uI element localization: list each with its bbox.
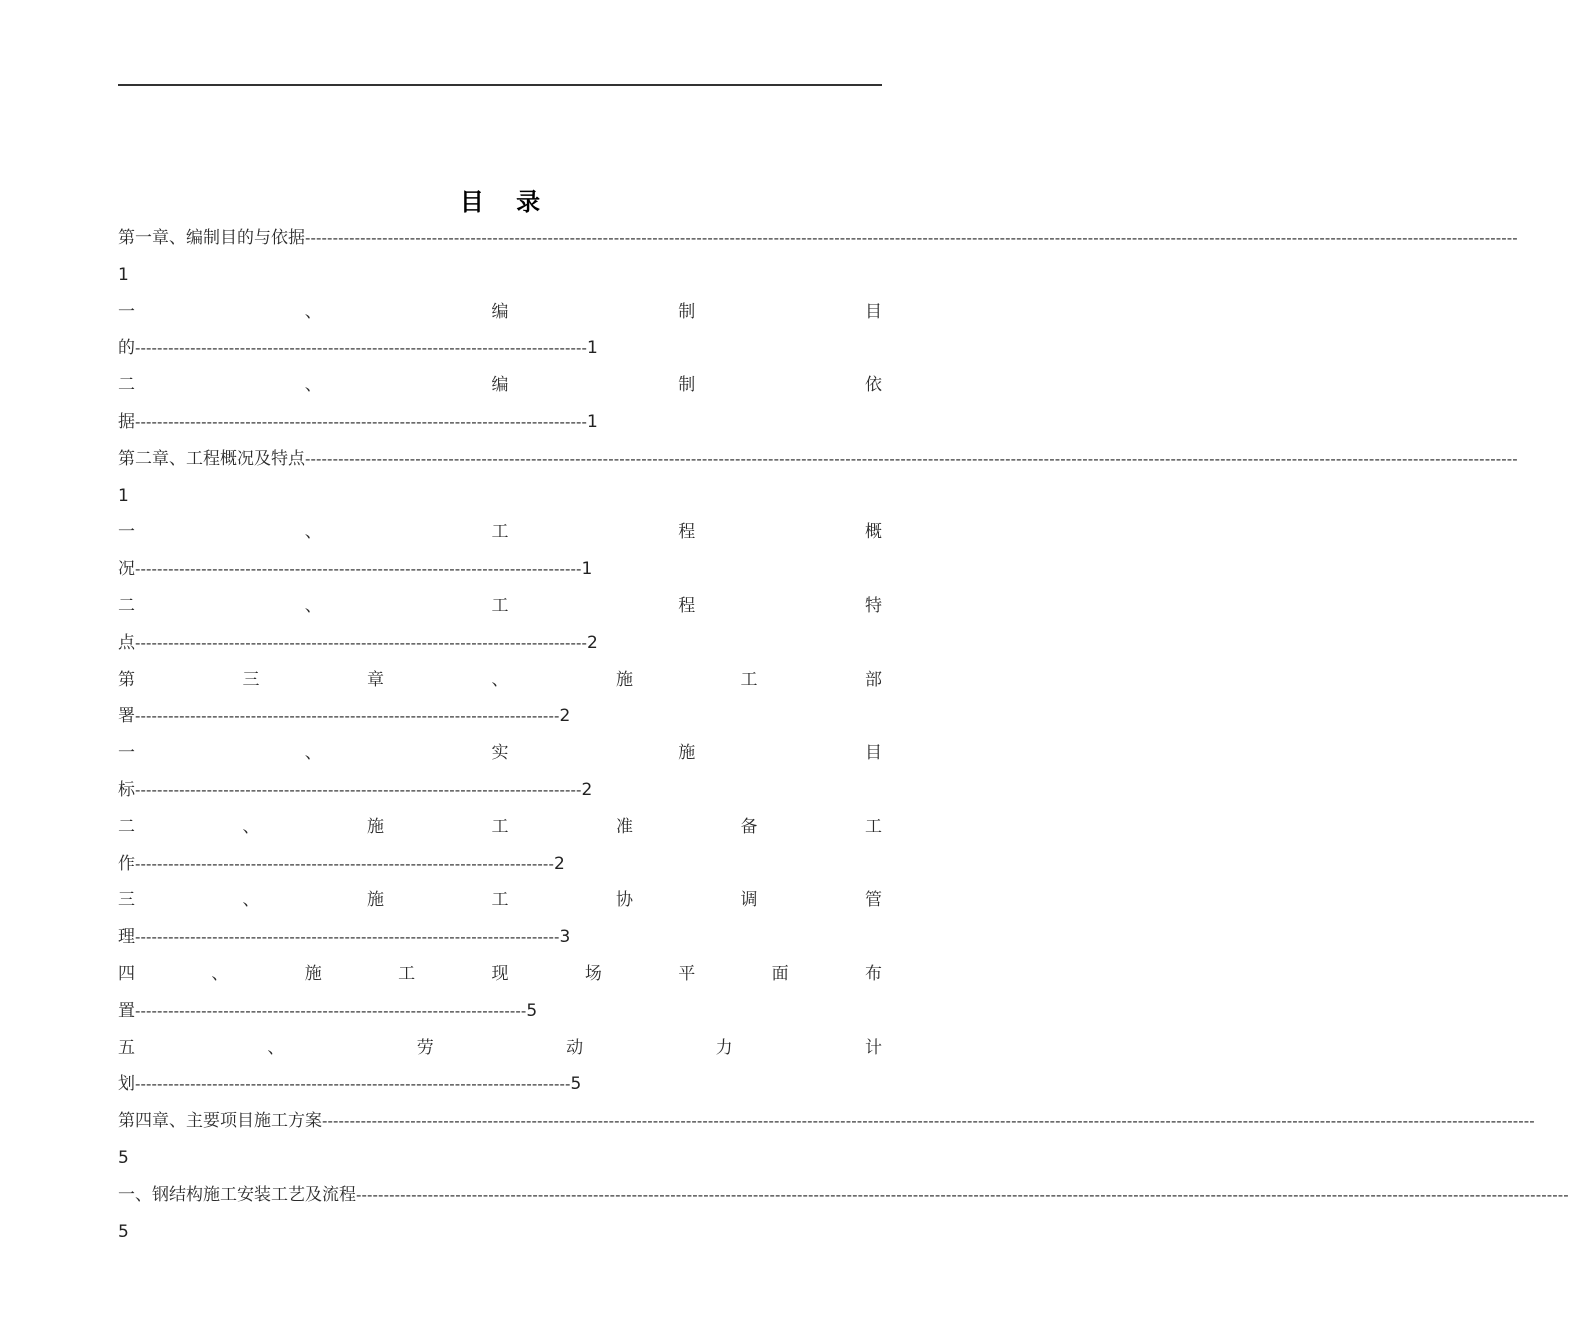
toc-item-char: 工 (740, 669, 758, 690)
toc-item-tail-char: 点 (118, 632, 135, 653)
toc-item (118, 882, 882, 919)
table-of-contents (118, 220, 1569, 1250)
toc-item-tail-char: 置 (118, 1000, 135, 1021)
toc-item-tail-char: 况 (118, 559, 135, 580)
toc-item-char: 、 (304, 375, 322, 396)
toc-item-char: 、 (304, 301, 322, 322)
toc-item-char: 施 (616, 669, 633, 690)
toc-item-char: 目 (865, 301, 882, 322)
toc-page-number: 1 (587, 411, 598, 432)
toc-item-char: 动 (566, 1037, 584, 1058)
toc-item-char: 施 (304, 963, 322, 984)
toc-leader: ---------------------------------------------------------------------------------- (135, 339, 588, 358)
toc-item-tail-char: 据 (118, 411, 135, 432)
toc-leader: ---------------------------------------------------------------------------------------------------------------------------------------------------------------------------------------------------------------------------- (305, 229, 1518, 247)
toc-item-char: 制 (678, 375, 696, 396)
toc-item-char: 程 (678, 595, 696, 616)
toc-item-char: 现 (491, 963, 509, 984)
toc-item-tail-char: 署 (118, 706, 135, 727)
toc-item (118, 367, 882, 404)
toc-leader: ---------------------------------------------------------------------------------------------------------------------------------------------------------------------------------------------------------------------------- (356, 1185, 1569, 1204)
toc-page-number: 5 (526, 1000, 538, 1021)
toc-item-char: 编 (491, 375, 509, 396)
toc-item-char: 劳 (416, 1037, 434, 1058)
toc-item-char: 编 (491, 301, 509, 322)
toc-item-char: 依 (865, 375, 882, 396)
header-rule (118, 84, 882, 86)
toc-page-number: 5 (570, 1074, 582, 1095)
toc-item-char: 力 (715, 1037, 733, 1058)
toc-item-char: 二 (118, 595, 135, 616)
toc-page-number: 5 (118, 1147, 129, 1168)
toc-page-line (118, 257, 882, 294)
toc-leader: ----------------------------------------------------------------------------- (135, 707, 560, 726)
toc-item-char: 面 (771, 963, 789, 984)
toc-item-char: 一 (118, 743, 135, 764)
toc-item (118, 294, 882, 331)
toc-item-char: 概 (865, 522, 882, 543)
toc-item-char: 部 (865, 669, 882, 690)
toc-item-char: 准 (616, 816, 633, 837)
toc-item-char: 、 (304, 522, 322, 543)
toc-leader: ---------------------------------------------------------------------------- (135, 854, 554, 873)
toc-item-tail (118, 551, 882, 588)
toc-item-tail-char: 的 (118, 338, 135, 359)
toc-item-char: 制 (678, 301, 696, 322)
toc-item-char: 二 (118, 375, 135, 396)
toc-item-char: 工 (865, 816, 882, 837)
toc-item-tail (118, 919, 882, 956)
toc-heading (118, 220, 1518, 257)
toc-item (118, 735, 882, 772)
toc-item-char: 目 (865, 743, 882, 764)
toc-item-char: 工 (491, 890, 509, 911)
toc-item-tail (118, 404, 882, 441)
toc-item-char: 程 (678, 522, 696, 543)
toc-item-tail (118, 772, 882, 809)
toc-item-char: 、 (304, 595, 322, 616)
toc-item-tail (118, 698, 882, 735)
toc-item-char: 工 (491, 595, 509, 616)
toc-item-char: 工 (398, 963, 416, 984)
toc-heading (118, 1177, 1569, 1214)
toc-heading (118, 1103, 1535, 1140)
toc-item-char: 场 (584, 963, 602, 984)
toc-item-char: 布 (865, 963, 882, 984)
toc-heading-text: 第一章、编制目的与依据 (118, 228, 305, 248)
toc-leader: ---------------------------------------------------------------------------------------------------------------------------------------------------------------------------------------------------------------------------- (305, 449, 1518, 468)
toc-item-tail-char: 标 (118, 779, 135, 800)
toc-item-char: 平 (678, 963, 696, 984)
toc-item-char: 三 (242, 669, 260, 690)
toc-page-number: 3 (559, 927, 571, 948)
toc-item-char: 管 (865, 890, 882, 911)
toc-heading (118, 441, 1518, 478)
toc-page-line (118, 478, 882, 515)
toc-page-number: 2 (581, 779, 593, 800)
toc-item-tail (118, 625, 882, 662)
toc-item-tail-char: 作 (118, 853, 135, 874)
toc-page-line (118, 1214, 882, 1251)
toc-item-char: 、 (491, 669, 509, 690)
toc-item-char: 施 (678, 743, 696, 764)
toc-item-char: 三 (118, 890, 135, 911)
toc-item (118, 1030, 882, 1067)
toc-item-char: 计 (864, 1037, 882, 1058)
toc-heading-text: 一、钢结构施工安装工艺及流程 (118, 1184, 356, 1205)
toc-item-char: 二 (118, 816, 135, 837)
toc-page-number: 2 (587, 632, 598, 653)
toc-item-char: 章 (367, 669, 384, 690)
toc-item (118, 662, 882, 699)
toc-item-char: 第 (118, 669, 135, 690)
toc-leader: ------------------------------------------------------------------------------- (135, 1075, 571, 1094)
toc-leader: ---------------------------------------------------------------------------------------------------------------------------------------------------------------------------------------------------------------------------- (322, 1112, 1535, 1131)
toc-item (118, 956, 882, 993)
toc-item-char: 、 (304, 743, 322, 764)
toc-page-number: 1 (118, 485, 129, 506)
toc-item-char: 、 (211, 963, 229, 984)
toc-page-number: 2 (559, 706, 571, 727)
toc-page-number: 1 (587, 338, 598, 359)
toc-leader: --------------------------------------------------------------------------------- (135, 780, 582, 799)
toc-item-tail-char: 理 (118, 927, 135, 948)
toc-item (118, 809, 882, 846)
toc-item-char: 备 (740, 816, 758, 837)
toc-item-char: 工 (491, 816, 509, 837)
toc-item-char: 协 (616, 890, 633, 911)
toc-item-char: 一 (118, 301, 135, 322)
toc-heading-text: 第二章、工程概况及特点 (118, 448, 305, 469)
toc-leader: ----------------------------------------------------------------------------- (135, 928, 560, 947)
toc-page-number: 1 (581, 559, 593, 580)
toc-leader: --------------------------------------------------------------------------------- (135, 560, 582, 579)
toc-item-tail (118, 1066, 882, 1103)
toc-page-number: 5 (118, 1221, 129, 1242)
toc-item-char: 、 (242, 890, 260, 911)
toc-item-char: 四 (118, 963, 135, 984)
toc-item-char: 特 (865, 595, 882, 616)
toc-leader: ---------------------------------------------------------------------------------- (135, 633, 588, 652)
page-title: 目 录 (459, 187, 553, 216)
toc-item-char: 、 (242, 816, 260, 837)
toc-item-char: 施 (367, 816, 384, 837)
toc-item-tail (118, 846, 882, 883)
toc-item (118, 514, 882, 551)
toc-item-char: 施 (367, 890, 384, 911)
toc-item-char: 实 (491, 743, 509, 764)
toc-item-char: 、 (267, 1037, 285, 1058)
toc-item-char: 调 (740, 890, 758, 911)
toc-item-char: 五 (118, 1037, 135, 1058)
toc-item-tail (118, 330, 882, 367)
toc-item-char: 一 (118, 522, 135, 543)
toc-leader: ----------------------------------------------------------------------- (135, 1001, 527, 1020)
toc-item-tail (118, 993, 882, 1030)
toc-item (118, 588, 882, 625)
toc-heading-text: 第四章、主要项目施工方案 (118, 1111, 322, 1132)
toc-item-tail-char: 划 (118, 1074, 135, 1095)
toc-page-line (118, 1140, 882, 1177)
toc-leader: ---------------------------------------------------------------------------------- (135, 412, 588, 431)
toc-page-number: 2 (553, 853, 565, 874)
toc-page-number: 1 (118, 264, 129, 285)
toc-item-char: 工 (491, 522, 509, 543)
